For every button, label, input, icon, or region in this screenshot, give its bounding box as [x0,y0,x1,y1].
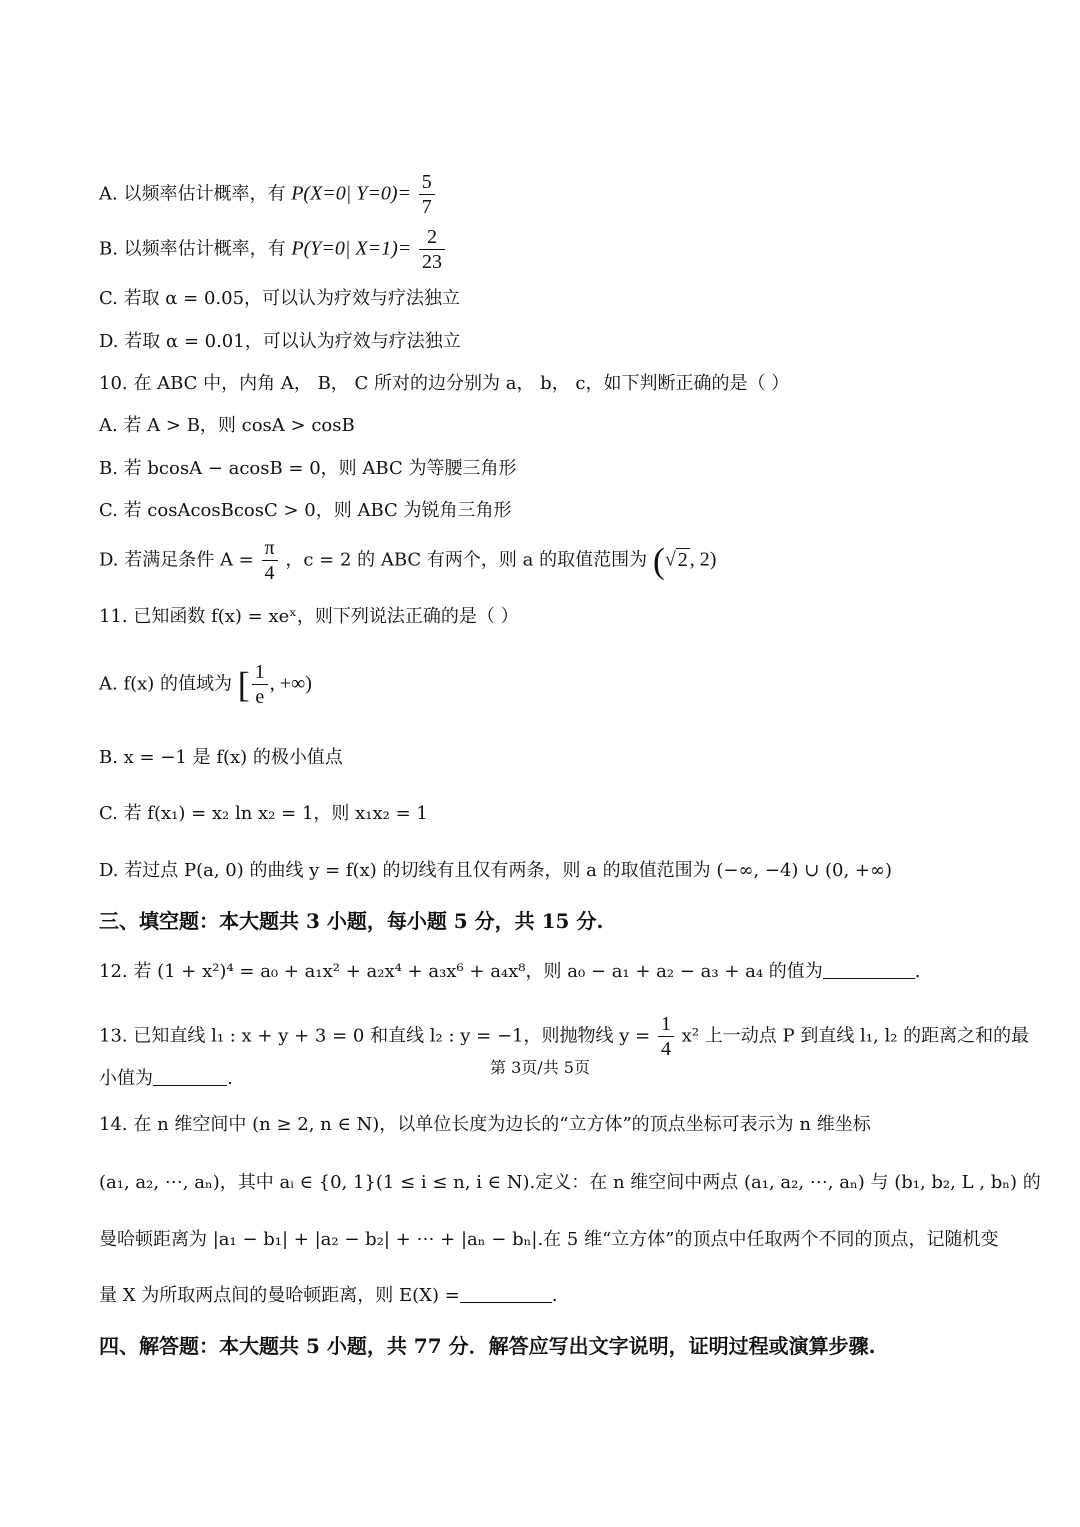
section-3-heading: 三、填空题：本大题共 3 小题，每小题 5 分，共 15 分. [99,909,604,933]
q13-line-1: 13. 已知直线 l₁ : x + y + 3 = 0 和直线 l₂ : y = −1，则抛物线 y = $\frac{1}{4}$ x² 上一动点 P 到直线 l₁, l₂ 的距离之和的最 [99,1013,1030,1060]
q11-option-a: A. f(x) 的值域为 [ $\frac{1}{e}$ , +∞) [99,661,312,708]
q11-option-d: D. 若过点 P(a, 0) 的曲线 y = f(x) 的切线有且仅有两条，则 a 的取值范围为 (−∞, −4) ∪ (0, +∞) [99,860,892,881]
q9-b-fraction: $\frac{2}{23}$ [419,225,445,274]
q13-fraction: $\frac{1}{4}$ [658,1012,674,1061]
q9-option-d: D. 若取 α = 0.01，可以认为疗效与疗法独立 [99,331,461,352]
q11-a-fraction: $\frac{1}{e}$ [252,660,268,709]
q10-option-b: B. 若 bcosA − acosB = 0，则 ABC 为等腰三角形 [99,458,517,479]
q9-option-c: C. 若取 α = 0.05，可以认为疗效与疗法独立 [99,288,461,309]
q9-a-expression: P(X=0| Y=0)= [291,182,412,205]
q9-option-b: B. 以频率估计概率，有 P(Y=0| X=1)= $\frac{2}{23}$ [99,225,447,274]
q10-option-a: A. 若 A > B，则 cosA > cosB [99,415,355,436]
q14-line-1: 14. 在 n 维空间中 (n ≥ 2, n ∈ N)，以单位长度为边长的“立方体”的顶点坐标可表示为 n 维坐标 [99,1114,871,1135]
q11-stem: 11. 已知函数 f(x) = xeˣ，则下列说法正确的是（ ） [99,606,519,627]
q9-b-expression: P(Y=0| X=1)= [291,237,412,260]
q10-option-c: C. 若 cosAcosBcosC > 0，则 ABC 为锐角三角形 [99,500,512,521]
q11-option-c: C. 若 f(x₁) = x₂ ln x₂ = 1，则 x₁x₂ = 1 [99,803,428,824]
page-footer: 第 3页/共 5页 [490,1058,590,1077]
q9-option-a: A. 以频率估计概率，有 P(X=0| Y=0)= $\frac{5}{7}$ [99,170,437,219]
q11-option-b: B. x = −1 是 f(x) 的极小值点 [99,747,343,768]
q14-line-2: (a₁, a₂, ⋯, aₙ)，其中 aᵢ ∈ {0, 1}(1 ≤ i ≤ n, i ∈ N).定义：在 n 维空间中两点 (a₁, a₂, ⋯, aₙ) 与 (b₁, b₂, L , bₙ) 的 [99,1172,1041,1193]
q9-a-fraction: $\frac{5}{7}$ [419,170,435,219]
q10-option-d: D. 若满足条件 A = $\frac{\pi}{4}$ ，c = 2 的 ABC 有两个，则 a 的取值范围为 (√ 2 , 2) [99,537,717,584]
q14-answer-blank [460,1282,552,1303]
q10-stem: 10. 在 ABC 中，内角 A， B， C 所对的边分别为 a， b， c，如下判断正确的是（ ） [99,373,790,394]
q10-d-fraction: $\frac{\pi}{4}$ [262,536,278,585]
section-4-heading: 四、解答题：本大题共 5 小题，共 77 分．解答应写出文字说明，证明过程或演算步骤. [99,1334,876,1358]
q13-line-2: 小值为 . [99,1065,233,1092]
q12-answer-blank [823,958,915,979]
q10-d-sqrt: √ 2 [664,548,688,571]
q12: 12. 若 (1 + x²)⁴ = a₀ + a₁x² + a₂x⁴ + a₃x⁶ + a₄x⁸，则 a₀ − a₁ + a₂ − a₃ + a₄ 的值为 . [99,958,921,985]
q14-line-3: 曼哈顿距离为 |a₁ − b₁| + |a₂ − b₂| + ⋯ + |aₙ − bₙ|.在 5 维“立方体”的顶点中任取两个不同的顶点，记随机变 [99,1229,999,1250]
q14-line-4: 量 X 为所取两点间的曼哈顿距离，则 E(X) = . [99,1282,558,1309]
